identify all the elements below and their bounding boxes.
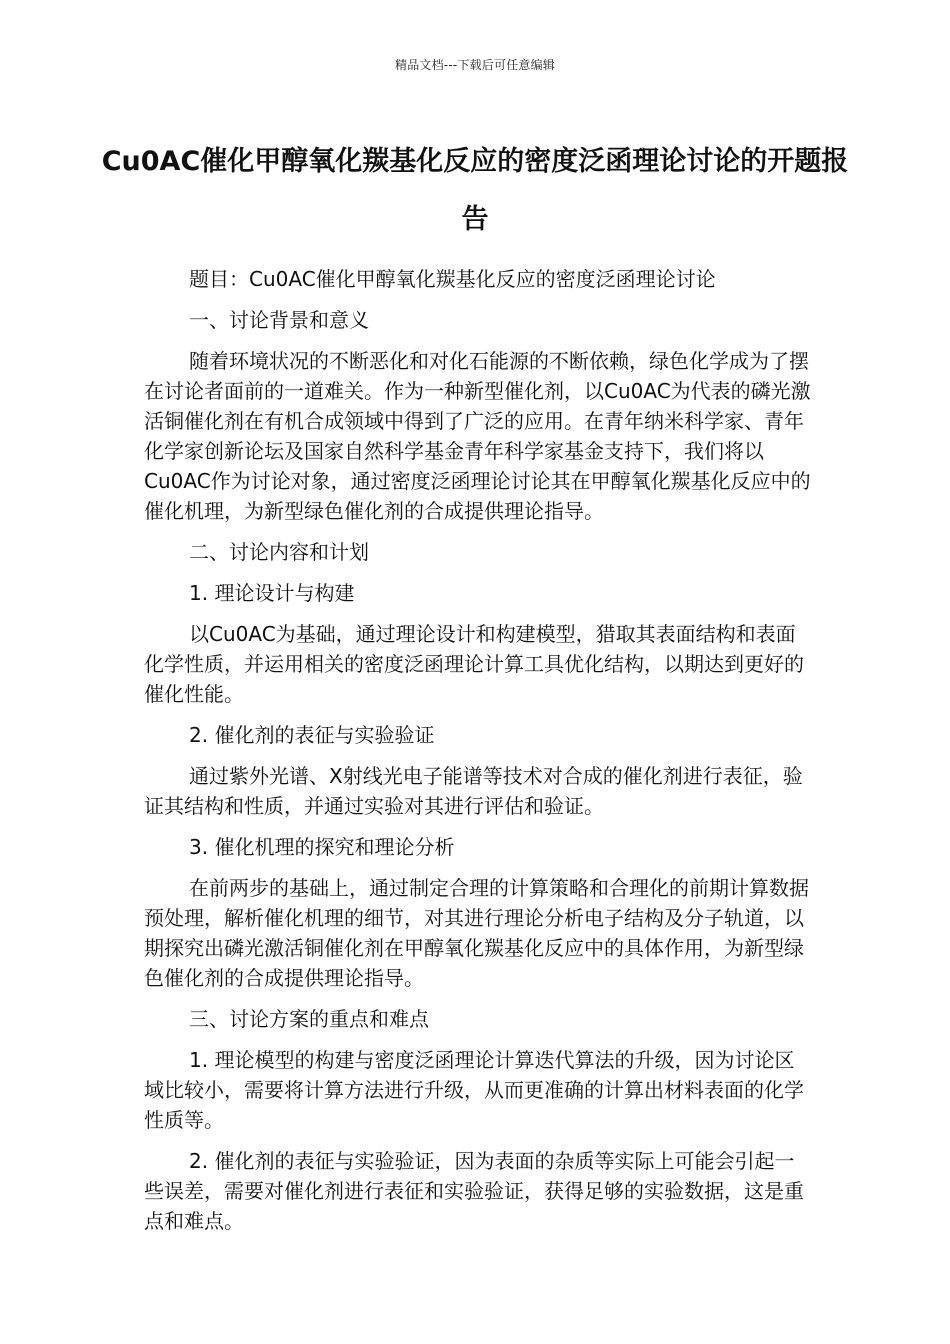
item-1-heading: 1. 理论设计与构建 [189,581,355,605]
point-2: 2. 催化剂的表征与实验验证，因为表面的杂质等实际上可能会引起一些误差，需要对催化剂进行表征和实验验证，获得足够的实验数据，这是重点和难点。 [144,1149,804,1233]
item-2-body: 通过紫外光谱、X射线光电子能谱等技术对合成的催化剂进行表征，验证其结构和性质，并通过实验对其进行评估和验证。 [144,764,803,818]
item-1-body: 以Cu0AC为基础，通过理论设计和构建模型，猎取其表面结构和表面化学性质，并运用相关的密度泛函理论计算工具优化结构，以期达到更好的催化性能。 [144,622,804,706]
header-note: 精品文档---下载后可任意编辑 [395,58,555,72]
section-3-heading: 三、讨论方案的重点和难点 [189,1007,429,1031]
section-1-body: 随着环境状况的不断恶化和对化石能源的不断依赖，绿色化学成为了摆在讨论者面前的一道难关。作为一种新型催化剂，以Cu0AC为代表的磷光激活铜催化剂在有机合成领域中得到了广泛的应用。在青年纳米科学家、青年化学家创新论坛及国家自然科学基金青年科学家基金支持下，我们将以Cu0AC作为讨论对象，通过密度泛函理论讨论其在甲醇氧化羰基化反应中的催化机理，为新型绿色催化剂的合成提供理论指导。 [144,349,811,523]
point-1: 1. 理论模型的构建与密度泛函理论计算迭代算法的升级，因为讨论区域比较小，需要将计算方法进行升级，从而更准确的计算出材料表面的化学性质等。 [144,1048,804,1132]
document-title: Cu0AC催化甲醇氧化羰基化反应的密度泛函理论讨论的开题报告 [101,146,849,235]
item-2-heading: 2. 催化剂的表征与实验验证 [189,723,435,747]
section-2-heading: 二、讨论内容和计划 [189,540,369,564]
section-1-heading: 一、讨论背景和意义 [189,308,369,332]
subject-line: 题目：Cu0AC催化甲醇氧化羰基化反应的密度泛函理论讨论 [189,267,716,291]
item-3-heading: 3. 催化机理的探究和理论分析 [189,835,455,859]
document-body [144,264,814,1236]
item-3-body: 在前两步的基础上，通过制定合理的计算策略和合理化的前期计算数据预处理，解析催化机理的细节，对其进行理论分析电子结构及分子轨道，以期探究出磷光激活铜催化剂在甲醇氧化羰基化反应中的具体作用，为新型绿色催化剂的合成提供理论指导。 [144,876,809,990]
